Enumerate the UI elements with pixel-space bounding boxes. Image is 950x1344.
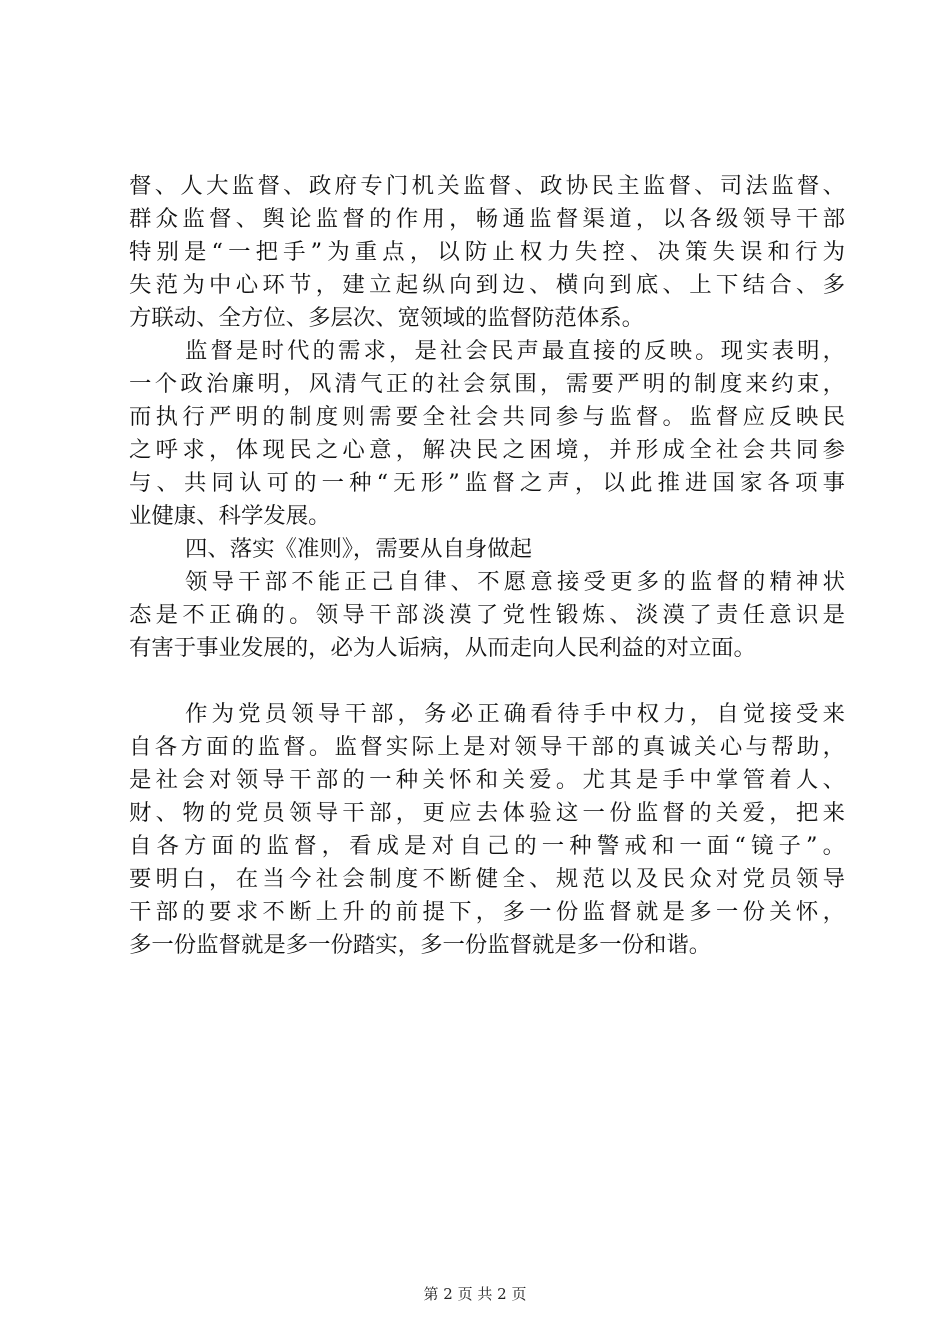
text-line: 而执行严明的制度则需要全社会共同参与监督。监督应反映民 <box>129 404 845 430</box>
text-line: 要明白，在当今社会制度不断健全、规范以及民众对党员领导 <box>129 866 845 892</box>
paragraph-gap <box>129 665 845 698</box>
text-line: 失范为中心环节，建立起纵向到边、横向到底、上下结合、多 <box>129 272 845 298</box>
text-line: 与、共同认可的一种“无形”监督之声，以此推进国家各项事 <box>129 470 845 496</box>
paragraph-first-line: 监督是时代的需求，是社会民声最直接的反映。现实表明， <box>185 338 845 364</box>
text-line: 业健康、科学发展。 <box>129 503 331 529</box>
text-line: 自各方面的监督。监督实际上是对领导干部的真诚关心与帮助， <box>129 734 845 760</box>
text-line: 态是不正确的。领导干部淡漠了党性锻炼、淡漠了责任意识是 <box>129 602 845 628</box>
page-number-footer: 第 2 页 共 2 页 <box>423 1285 527 1303</box>
paragraph-first-line: 作为党员领导干部，务必正确看待手中权力，自觉接受来 <box>185 701 845 727</box>
text-line: 督、人大监督、政府专门机关监督、政协民主监督、司法监督、 <box>129 173 845 199</box>
text-line: 一个政治廉明，风清气正的社会氛围，需要严明的制度来约束， <box>129 371 845 397</box>
text-line: 之呼求，体现民之心意，解决民之困境，并形成全社会共同参 <box>129 437 845 463</box>
document-body <box>129 170 845 962</box>
text-line: 有害于事业发展的，必为人诟病，从而走向人民利益的对立面。 <box>129 635 756 661</box>
text-line: 特别是“一把手”为重点，以防止权力失控、决策失误和行为 <box>129 239 845 265</box>
paragraph-first-line: 领导干部不能正己自律、不愿意接受更多的监督的精神状 <box>185 569 845 595</box>
text-line: 群众监督、舆论监督的作用，畅通监督渠道，以各级领导干部 <box>129 206 845 232</box>
text-line: 是社会对领导干部的一种关怀和关爱。尤其是手中掌管着人、 <box>129 767 845 793</box>
text-line: 方联动、全方位、多层次、宽领域的监督防范体系。 <box>129 305 644 331</box>
text-line: 自各方面的监督，看成是对自己的一种警戒和一面“镜子”。 <box>129 833 845 859</box>
text-line: 干部的要求不断上升的前提下，多一份监督就是多一份关怀， <box>129 899 845 925</box>
text-line: 财、物的党员领导干部，更应去体验这一份监督的关爱，把来 <box>129 800 845 826</box>
section-heading: 四、落实《准则》，需要从自身做起 <box>185 536 533 562</box>
text-line: 多一份监督就是多一份踏实，多一份监督就是多一份和谐。 <box>129 932 712 958</box>
